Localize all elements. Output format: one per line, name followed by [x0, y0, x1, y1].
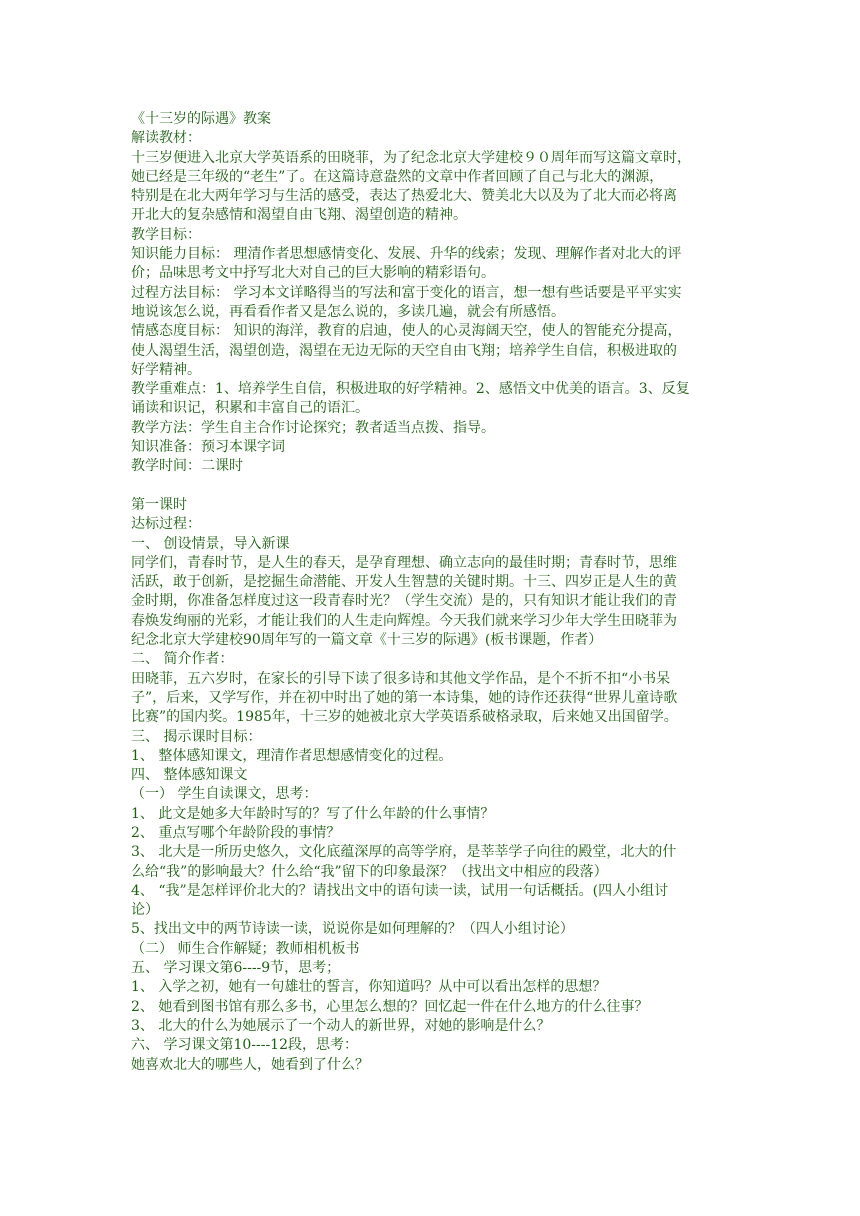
text-line: 使人渴望生活，渴望创造，渴望在无边无际的天空自由飞翔；培养学生自信，积极进取的 — [131, 342, 677, 359]
text-line: 3、 北大是一所历史悠久，文化底蕴深厚的高等学府，是莘莘学子向往的殿堂，北大的什 — [131, 844, 677, 861]
text-line: 子”，后来，又学写作，并在初中时出了她的第一本诗集，她的诗作还获得“世界儿童诗歌 — [131, 689, 678, 706]
text-line: 论） — [131, 902, 159, 919]
text-line: 1、 此文是她多大年龄时写的？写了什么年龄的什么事情？ — [131, 805, 495, 822]
text-line: 二、 简介作者： — [131, 651, 234, 668]
text-line: 解读教材： — [131, 130, 201, 147]
text-line: 田晓菲，五六岁时，在家长的引导下读了很多诗和其他文学作品，是个不折不扣“小书呆 — [131, 670, 671, 687]
text-line: 三、 揭示课时目标： — [131, 728, 262, 745]
text-line: 1、 整体感知课文，理清作者思想感情变化的过程。 — [131, 747, 453, 764]
text-line: 一、 创设情景，导入新课 — [131, 535, 290, 552]
text-line: 她喜欢北大的哪些人，她看到了什么？ — [131, 1056, 369, 1073]
text-line: 十三岁便进入北京大学英语系的田晓菲，为了纪念北京大学建校９０周年而写这篇文章时， — [131, 149, 691, 166]
text-line: 情感态度目标： 知识的海洋，教育的启迪，使人的心灵海阔天空，使人的智能充分提高， — [131, 323, 682, 340]
text-line: 达标过程： — [131, 516, 201, 533]
text-line: 同学们，青春时节，是人生的春天，是孕育理想、确立志向的最佳时期；青春时节，思维 — [131, 554, 677, 571]
text-line: 2、 她看到图书馆有那么多书，心里怎么想的？回忆起一件在什么地方的什么往事？ — [131, 998, 649, 1015]
text-line: 活跃，敢于创新，是挖掘生命潜能、开发人生智慧的关键时期。十三、四岁正是人生的黄 — [131, 574, 677, 591]
document-page — [131, 110, 731, 1075]
text-line: 2、 重点写哪个年龄阶段的事情？ — [131, 824, 341, 841]
text-line: （一） 学生自读课文，思考： — [131, 786, 318, 803]
text-line: 六、 学习课文第10----12段，思考： — [131, 1037, 359, 1054]
text-line: 金时期，你准备怎样度过这一段青春时光？（学生交流）是的，只有知识才能让我们的青 — [131, 593, 677, 610]
text-line: 她已经是三年级的“老生”了。在这篇诗意盎然的文章中作者回顾了自己与北大的渊源， — [131, 168, 664, 185]
text-line: 3、 北大的什么为她展示了一个动人的新世界，对她的影响是什么？ — [131, 1017, 551, 1034]
text-line: 教学目标： — [131, 226, 201, 243]
text-line: 1、 入学之初，她有一句雄壮的誓言，你知道吗？从中可以看出怎样的思想？ — [131, 979, 607, 996]
text-line: 开北大的复杂感情和渴望自由飞翔、渴望创造的精神。 — [131, 207, 467, 224]
text-line: （二） 师生合作解疑；教师相机板书 — [131, 940, 360, 957]
text-line: 过程方法目标： 学习本文详略得当的写法和富于变化的语言，想一想有些话要是平平实实 — [131, 284, 682, 301]
text-line: 诵读和识记，积累和丰富自己的语汇。 — [131, 400, 369, 417]
text-line: 5、找出文中的两节诗读一读，说说你是如何理解的？（四人小组讨论） — [131, 921, 574, 938]
text-line: 第一课时 — [131, 496, 187, 513]
text-line: 春焕发绚丽的光彩，才能让我们的人生走向辉煌。今天我们就来学习少年大学生田晓菲为 — [131, 612, 677, 629]
text-line: 教学方法：学生自主合作讨论探究；教者适当点拨、指导。 — [131, 419, 495, 436]
text-line: 五、 学习课文第6----9节，思考； — [131, 960, 341, 977]
text-line: 《十三岁的际遇》教案 — [131, 111, 271, 127]
blank-line — [131, 477, 731, 496]
text-line: 四、 整体感知课文 — [131, 767, 248, 784]
text-line: 比赛”的国内奖。1985年，十三岁的她被北京大学英语系破格录取，后来她又出国留学。 — [131, 709, 678, 726]
text-line: 教学时间：二课时 — [131, 458, 243, 475]
text-line: 知识能力目标： 理清作者思想感情变化、发展、升华的线索；发现、理解作者对北大的评 — [131, 246, 682, 263]
text-line: 地说该怎么说，再看看作者又是怎么说的，多读几遍，就会有所感悟。 — [131, 303, 565, 320]
text-line: 4、 “我”是怎样评价北大的？请找出文中的语句读一读，试用一句话概括。(四人小组讨 — [131, 882, 669, 899]
text-line: 知识准备：预习本课字词 — [131, 439, 285, 456]
text-line: 价；品味思考文中抒写北大对自己的巨大影响的精彩语句。 — [131, 265, 495, 282]
text-line: 么给“我”的影响最大？什么给“我”留下的印象最深？（找出文中相应的段落） — [131, 863, 608, 880]
text-line: 好学精神。 — [131, 361, 201, 378]
text-line: 特别是在北大两年学习与生活的感受，表达了热爱北大、赞美北大以及为了北大而必将离 — [131, 188, 677, 205]
text-line: 纪念北京大学建校90周年写的一篇文章《十三岁的际遇》(板书课题，作者） — [131, 632, 603, 649]
text-line: 教学重难点：1、培养学生自信，积极进取的好学精神。2、感悟文中优美的语言。3、反复 — [131, 381, 690, 398]
